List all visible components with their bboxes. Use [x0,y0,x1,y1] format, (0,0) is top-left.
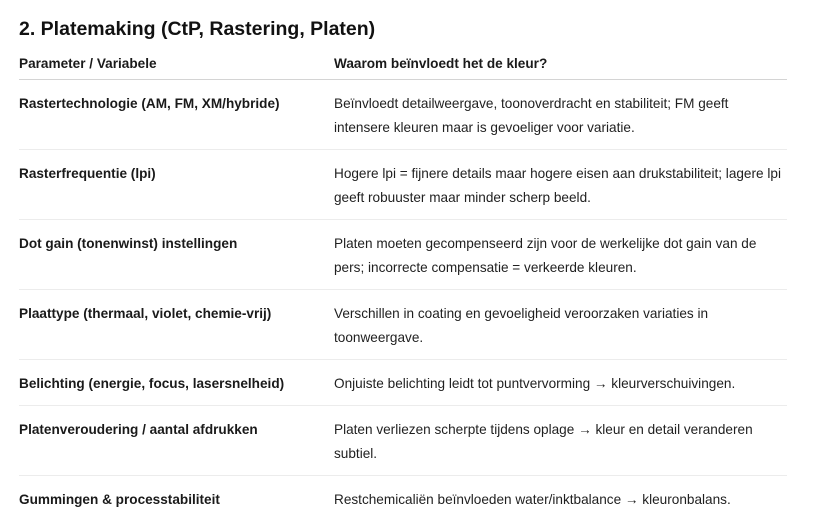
section-title: 2. Platemaking (CtP, Rastering, Platen) [19,18,376,40]
reason-cell: Platen moeten gecompenseerd zijn voor de werkelijke dot gain van de pers; incorrecte compensatie = verkeerde kleuren. [334,236,757,275]
parameter-cell: Rasterfrequentie (lpi) [19,166,156,181]
parameter-cell: Gummingen & processtabiliteit [19,492,220,507]
parameter-cell: Belichting (energie, focus, lasersnelheid) [19,376,285,391]
table-row [19,406,787,476]
table-row [19,220,787,290]
column-header-parameter: Parameter / Variabele [19,50,334,80]
table-header-row [19,50,787,80]
parameter-cell: Platenveroudering / aantal afdrukken [19,422,258,437]
parameter-cell: Dot gain (tonenwinst) instellingen [19,236,238,251]
table-row [19,290,787,360]
table-row [19,476,787,522]
table-row [19,80,787,150]
table-header [19,50,787,80]
reason-cell: Restchemicaliën beïnvloeden water/inktbalance → kleuronbalans. [334,492,731,507]
table-body [19,80,787,522]
parameter-cell: Plaattype (thermaal, violet, chemie-vrij) [19,306,272,321]
reason-cell: Verschillen in coating en gevoeligheid veroorzaken variaties in toonweergave. [334,306,709,345]
reason-cell: Hogere lpi = fijnere details maar hogere eisen aan drukstabiliteit; lagere lpi geeft robuuster maar minder scherp beeld. [334,166,781,205]
table-row [19,360,787,406]
reason-cell: Beïnvloedt detailweergave, toonoverdracht en stabiliteit; FM geeft intensere kleuren maar is gevoeliger voor variatie. [334,96,729,135]
reason-cell: Onjuiste belichting leidt tot puntvervorming → kleurverschuivingen. [334,376,736,391]
parameter-cell: Rastertechnologie (AM, FM, XM/hybride) [19,96,280,111]
table-row [19,150,787,220]
column-header-reason: Waarom beïnvloedt het de kleur? [334,50,787,80]
parameter-table [19,50,787,521]
reason-cell: Platen verliezen scherpte tijdens oplage → kleur en detail veranderen subtiel. [334,422,753,461]
